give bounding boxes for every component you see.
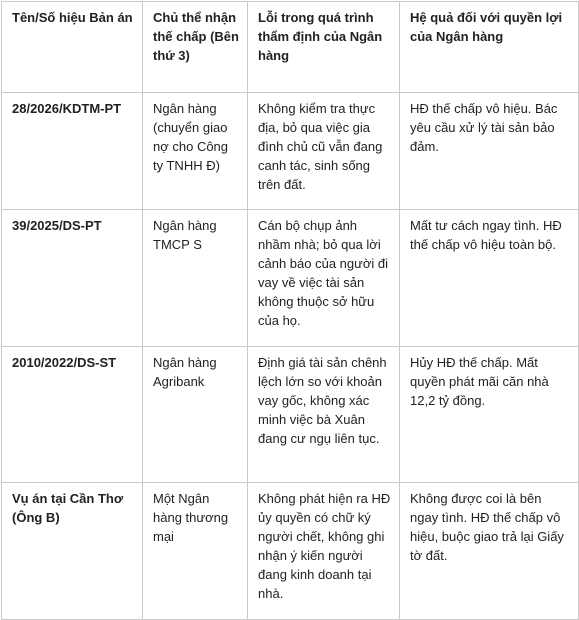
cell-case-id: 39/2025/DS-PT [2,210,143,347]
court-cases-table [1,1,579,620]
header-case-id: Tên/Số hiệu Bản án [2,2,143,93]
cell-mortgagee: Ngân hàng Agribank [143,347,248,483]
header-row [2,2,579,93]
cell-mortgagee: Ngân hàng TMCP S [143,210,248,347]
table-row [2,347,579,483]
header-consequence: Hệ quả đối với quyền lợi của Ngân hàng [400,2,579,93]
cell-case-id: 28/2026/KDTM-PT [2,93,143,210]
cell-mortgagee: Một Ngân hàng thương mại [143,483,248,620]
table-body [2,93,579,620]
table-row [2,210,579,347]
cell-appraisal-error: Định giá tài sản chênh lệch lớn so với khoản vay gốc, không xác minh việc bà Xuân đang cư ngụ liên tục. [248,347,400,483]
cell-appraisal-error: Không kiểm tra thực địa, bỏ qua việc gia đình chủ cũ vẫn đang canh tác, sinh sống trên đất. [248,93,400,210]
cell-consequence: Hủy HĐ thế chấp. Mất quyền phát mãi căn nhà 12,2 tỷ đồng. [400,347,579,483]
header-mortgagee: Chủ thể nhận thế chấp (Bên thứ 3) [143,2,248,93]
cell-consequence: Không được coi là bên ngay tình. HĐ thế chấp vô hiệu, buộc giao trả lại Giấy tờ đất. [400,483,579,620]
cell-case-id: Vụ án tại Cần Thơ (Ông B) [2,483,143,620]
cell-appraisal-error: Không phát hiện ra HĐ ủy quyền có chữ ký người chết, không ghi nhận ý kiến người đang kinh doanh tại nhà. [248,483,400,620]
cell-mortgagee: Ngân hàng (chuyển giao nợ cho Công ty TNHH Đ) [143,93,248,210]
table-header [2,2,579,93]
cell-consequence: HĐ thế chấp vô hiệu. Bác yêu cầu xử lý tài sản bảo đảm. [400,93,579,210]
cell-consequence: Mất tư cách ngay tình. HĐ thế chấp vô hiệu toàn bộ. [400,210,579,347]
header-appraisal-error: Lỗi trong quá trình thẩm định của Ngân hàng [248,2,400,93]
table-row [2,93,579,210]
cell-case-id: 2010/2022/DS-ST [2,347,143,483]
table-row [2,483,579,620]
cell-appraisal-error: Cán bộ chụp ảnh nhầm nhà; bỏ qua lời cảnh báo của người đi vay về việc tài sản không thuộc sở hữu của họ. [248,210,400,347]
